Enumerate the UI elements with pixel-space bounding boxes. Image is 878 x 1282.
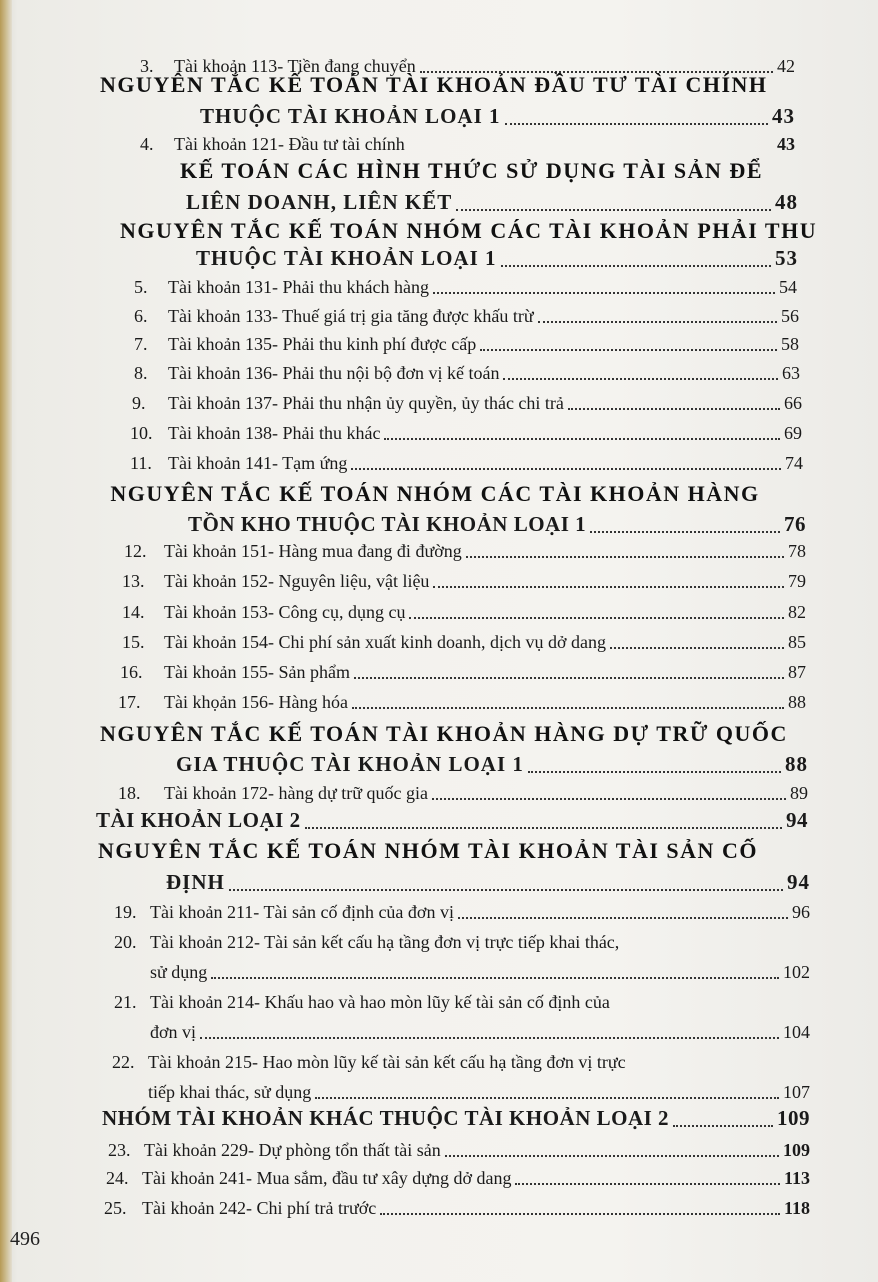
- entry-page: 42: [777, 56, 795, 76]
- toc-entry: [130, 453, 803, 474]
- entry-title: Tài khoản 242- Chi phí trả trước: [142, 1198, 377, 1218]
- entry-page: 78: [788, 541, 806, 561]
- heading-continuation: ĐỊNH: [166, 870, 225, 894]
- entry-number: 5.: [134, 277, 148, 297]
- entry-title: Tài khọản 156- Hàng hóa: [164, 692, 348, 712]
- entry-title: Tài khoản 121- Đầu tư tài chính: [174, 134, 405, 154]
- leader-dots: [384, 438, 780, 440]
- section-heading: [96, 808, 808, 833]
- entry-page: 102: [783, 962, 810, 982]
- toc-entry: [130, 423, 802, 444]
- entry-title: Tài khoản 131- Phải thu khách hàng: [168, 277, 429, 297]
- heading-page: 94: [787, 870, 810, 894]
- entry-page: 113: [783, 1168, 810, 1188]
- entry-page: 118: [783, 1198, 810, 1218]
- section-heading-line2: [166, 870, 810, 895]
- entry-number: 8.: [134, 363, 148, 383]
- page-number: 496: [10, 1228, 40, 1250]
- toc-entry: [134, 363, 800, 384]
- entry-number: 19.: [114, 902, 137, 922]
- leader-dots: [503, 378, 778, 380]
- leader-dots: [610, 647, 784, 649]
- leader-dots: [515, 1183, 780, 1185]
- section-heading-line2: [196, 246, 798, 271]
- toc-entry: [140, 134, 795, 155]
- leader-dots: [354, 677, 784, 679]
- entry-title: Tài khoản 135- Phải thu kinh phí được cấp: [168, 334, 477, 354]
- leader-dots: [480, 349, 777, 351]
- leader-dots: [352, 707, 784, 709]
- section-heading-line2: [200, 104, 795, 129]
- entry-page: 82: [788, 602, 806, 622]
- entry-title: Tài khoản 241- Mua sắm, đầu tư xây dựng dở dang: [142, 1168, 512, 1188]
- leader-dots: [315, 1097, 779, 1099]
- toc-entry-line1: [112, 1052, 812, 1073]
- entry-title: Tài khoản 151- Hàng mua đang đi đường: [164, 541, 462, 561]
- section-heading: NGUYÊN TẮC KẾ TOÁN NHÓM CÁC TÀI KHOẢN PHẢI THU: [120, 218, 818, 243]
- entry-page: 85: [788, 632, 806, 652]
- leader-dots: [456, 209, 771, 211]
- leader-dots: [211, 977, 779, 979]
- entry-title: Tài khoản 214- Khấu hao và hao mòn lũy kế tài sản cố định của: [150, 992, 610, 1012]
- entry-number: 15.: [122, 632, 145, 652]
- leader-dots: [458, 917, 788, 919]
- heading-page: 53: [775, 246, 798, 270]
- entry-page: 79: [788, 571, 806, 591]
- toc-entry: [104, 1198, 810, 1219]
- leader-dots: [590, 531, 780, 533]
- toc-entry-line1: [114, 932, 814, 953]
- toc-entry: [118, 783, 808, 804]
- heading-continuation: GIA THUỘC TÀI KHOẢN LOẠI 1: [176, 752, 524, 776]
- entry-page: 89: [790, 783, 808, 803]
- toc-entry: [132, 393, 802, 414]
- section-heading: NGUYÊN TẮC KẾ TOÁN NHÓM CÁC TÀI KHOẢN HÀNG: [110, 481, 760, 506]
- toc-entry: [122, 571, 806, 592]
- entry-title-continuation: sử dụng: [150, 962, 208, 982]
- entry-number: 7.: [134, 334, 148, 354]
- entry-page: 63: [782, 363, 800, 383]
- toc-entry-line2: [150, 962, 810, 983]
- entry-title-continuation: tiếp khai thác, sử dụng: [148, 1082, 312, 1102]
- section-heading: NGUYÊN TẮC KẾ TOÁN TÀI KHOẢN HÀNG DỰ TRỮ QUỐC: [100, 721, 788, 746]
- entry-number: 24.: [106, 1168, 129, 1188]
- entry-page: 104: [783, 1022, 810, 1042]
- leader-dots: [538, 321, 777, 323]
- heading-page: 109: [777, 1106, 810, 1130]
- entry-number: 17.: [118, 692, 141, 712]
- entry-number: 16.: [120, 662, 143, 682]
- section-heading-line2: [186, 190, 798, 215]
- toc-entry-line2: [148, 1082, 810, 1103]
- leader-dots: [433, 292, 775, 294]
- toc-entry: [122, 602, 806, 623]
- entry-page: 87: [788, 662, 806, 682]
- heading-continuation: THUỘC TÀI KHOẢN LOẠI 1: [196, 246, 497, 270]
- entry-number: 21.: [114, 992, 137, 1012]
- entry-title: Tài khoản 138- Phải thu khác: [168, 423, 381, 443]
- heading-title: NHÓM TÀI KHOẢN KHÁC THUỘC TÀI KHOẢN LOẠI 2: [102, 1106, 670, 1130]
- book-spine: [0, 0, 12, 1282]
- entry-title: Tài khoản 113- Tiền đang chuyển: [174, 56, 416, 76]
- section-heading-line2: [188, 512, 806, 537]
- toc-entry-line2: [150, 1022, 810, 1043]
- entry-title: Tài khoản 172- hàng dự trữ quốc gia: [164, 783, 428, 803]
- entry-title: Tài khoản 152- Nguyên liệu, vật liệu: [164, 571, 430, 591]
- leader-dots: [305, 827, 782, 829]
- entry-page: 88: [788, 692, 806, 712]
- leader-dots: [528, 771, 781, 773]
- entry-title: Tài khoản 211- Tài sản cố định của đơn vị: [150, 902, 454, 922]
- heading-title: TÀI KHOẢN LOẠI 2: [96, 808, 301, 832]
- entry-title-continuation: đơn vị: [150, 1022, 197, 1042]
- entry-page: 66: [784, 393, 802, 413]
- entry-title: Tài khoản 154- Chi phí sản xuất kinh doanh, dịch vụ dở dang: [164, 632, 606, 652]
- toc-entry: [122, 632, 806, 653]
- leader-dots: [466, 556, 784, 558]
- section-heading: KẾ TOÁN CÁC HÌNH THỨC SỬ DỤNG TÀI SẢN ĐỂ: [180, 158, 763, 183]
- entry-page: 107: [783, 1082, 810, 1102]
- toc-entry: [114, 902, 810, 923]
- entry-page: 54: [779, 277, 797, 297]
- entry-page: 96: [792, 902, 810, 922]
- entry-number: 9.: [132, 393, 146, 413]
- toc-entry: [106, 1168, 810, 1189]
- leader-dots: [409, 617, 784, 619]
- section-heading: NGUYÊN TẮC KẾ TOÁN TÀI KHOẢN ĐẦU TƯ TÀI CHÍNH: [100, 72, 768, 97]
- entry-page: 74: [785, 453, 803, 473]
- entry-page: 56: [781, 306, 799, 326]
- entry-number: 13.: [122, 571, 145, 591]
- toc-entry-line1: [114, 992, 814, 1013]
- leader-dots: [380, 1213, 780, 1215]
- entry-title: Tài khoản 155- Sản phẩm: [164, 662, 350, 682]
- toc-entry: [124, 541, 806, 562]
- leader-dots: [505, 123, 769, 125]
- entry-title: Tài khoản 212- Tài sản kết cấu hạ tầng đơn vị trực tiếp khai thác,: [150, 932, 620, 952]
- entry-page: 109: [783, 1140, 810, 1160]
- heading-page: 48: [775, 190, 798, 214]
- entry-number: 4.: [140, 134, 154, 154]
- toc-entry: [118, 692, 806, 713]
- toc-entry: [134, 334, 799, 355]
- heading-page: 88: [785, 752, 808, 776]
- entry-title: Tài khoản 141- Tạm ứng: [168, 453, 348, 473]
- heading-page: 43: [772, 104, 795, 128]
- entry-number: 3.: [140, 56, 154, 76]
- entry-number: 10.: [130, 423, 153, 443]
- leader-dots: [229, 889, 783, 891]
- heading-continuation: LIÊN DOANH, LIÊN KẾT: [186, 190, 453, 214]
- toc-entry: [108, 1140, 810, 1161]
- entry-title: Tài khoản 137- Phải thu nhận ủy quyền, ủy thác chi trả: [168, 393, 564, 413]
- entry-number: 20.: [114, 932, 137, 952]
- entry-title: Tài khoản 136- Phải thu nội bộ đơn vị kế toán: [168, 363, 500, 383]
- leader-dots: [200, 1037, 779, 1039]
- toc-entry: [134, 306, 799, 327]
- entry-number: 11.: [130, 453, 152, 473]
- leader-dots: [433, 586, 784, 588]
- leader-dots: [673, 1125, 773, 1127]
- heading-continuation: TỒN KHO THUỘC TÀI KHOẢN LOẠI 1: [188, 512, 587, 536]
- heading-page: 94: [786, 808, 808, 832]
- leader-dots: [351, 468, 781, 470]
- entry-page: 58: [781, 334, 799, 354]
- section-heading-line2: [176, 752, 808, 777]
- leader-dots: [501, 265, 772, 267]
- entry-page: 43: [777, 134, 795, 154]
- entry-title: Tài khoản 229- Dự phòng tổn thất tài sản: [144, 1140, 441, 1160]
- entry-number: 6.: [134, 306, 148, 326]
- toc-entry: [120, 662, 806, 683]
- leader-dots: [432, 798, 786, 800]
- entry-number: 18.: [118, 783, 141, 803]
- entry-number: 12.: [124, 541, 147, 561]
- leader-dots: [445, 1155, 779, 1157]
- entry-title: Tài khoản 153- Công cụ, dụng cụ: [164, 602, 406, 622]
- section-heading: NGUYÊN TẮC KẾ TOÁN NHÓM TÀI KHOẢN TÀI SẢN CỐ: [98, 838, 758, 863]
- leader-dots: [568, 408, 780, 410]
- section-heading: [102, 1106, 810, 1131]
- entry-page: 69: [784, 423, 802, 443]
- entry-number: 25.: [104, 1198, 127, 1218]
- entry-number: 22.: [112, 1052, 135, 1072]
- heading-continuation: THUỘC TÀI KHOẢN LOẠI 1: [200, 104, 501, 128]
- entry-title: Tài khoản 215- Hao mòn lũy kế tài sản kết cấu hạ tầng đơn vị trực: [148, 1052, 626, 1072]
- toc-entry: [134, 277, 797, 298]
- entry-title: Tài khoản 133- Thuế giá trị gia tăng được khấu trừ: [168, 306, 534, 326]
- heading-page: 76: [784, 512, 806, 536]
- entry-number: 23.: [108, 1140, 131, 1160]
- entry-number: 14.: [122, 602, 145, 622]
